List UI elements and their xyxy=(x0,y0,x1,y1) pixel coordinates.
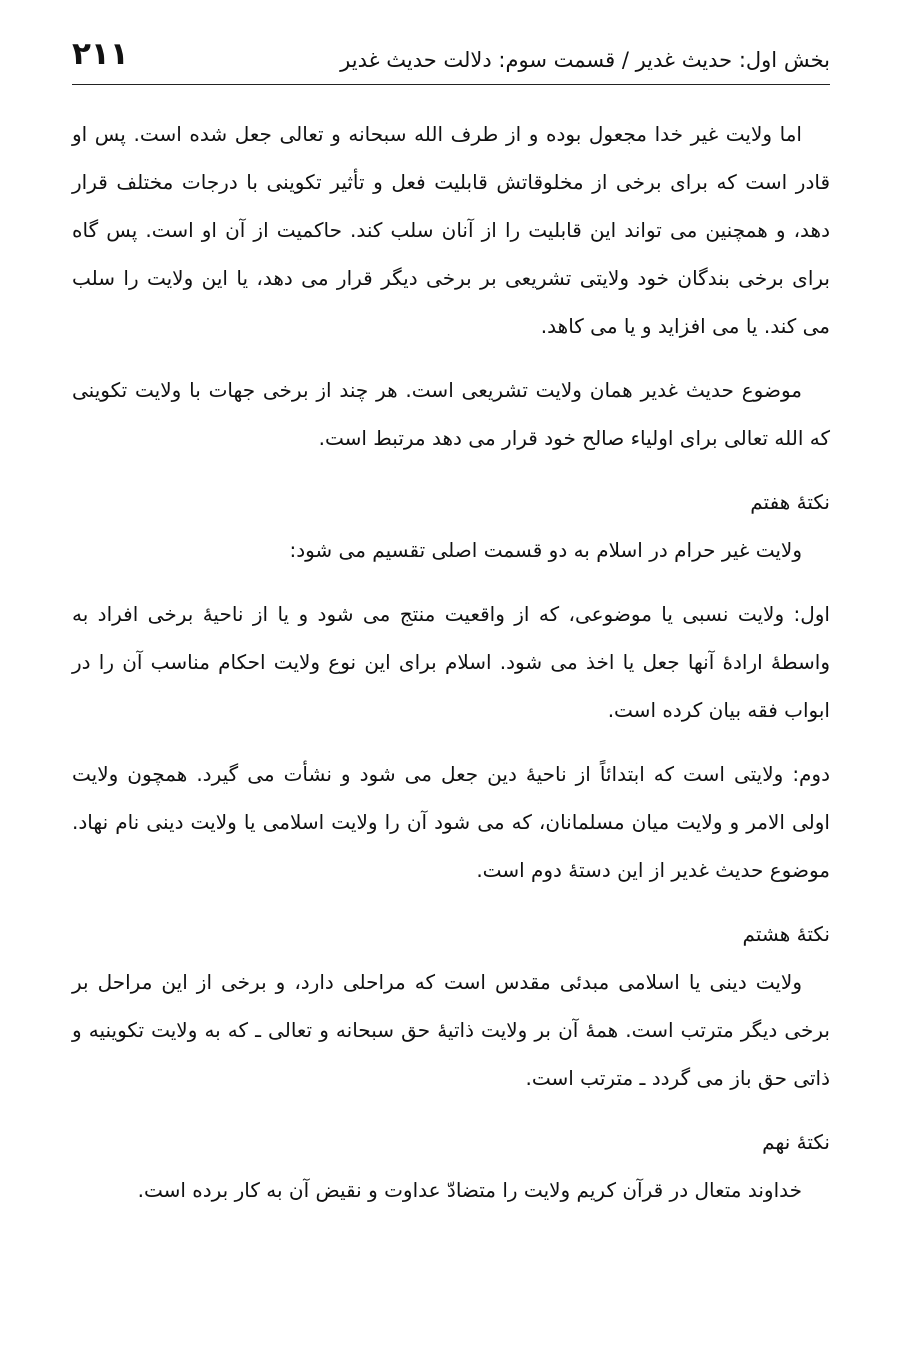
page-number: ۲۱۱ xyxy=(72,36,129,72)
paragraph-2: موضوع حدیث غدیر همان ولایت تشریعی است. هر چند از برخی جهات با ولایت تکوینی که الله تعالی برای اولیاء صالح خود قرار می دهد مرتبط است. xyxy=(72,378,830,450)
page-content xyxy=(72,110,830,1214)
heading-nokte-7: نکتهٔ هفتم xyxy=(750,490,830,514)
paragraph-6: ولایت دینی یا اسلامی مبدئی مقدس است که مراحلی دارد، و برخی از این مراحل بر برخی دیگر مترتب است. همهٔ آن بر ولایت ذاتیهٔ حق سبحانه و تعالی ـ که به ولایت تکوینیه و ذاتی حق باز می گردد ـ مترتب است. xyxy=(72,970,830,1090)
paragraph-3: ولایت غیر حرام در اسلام به دو قسمت اصلی تقسیم می شود: xyxy=(289,538,802,562)
page-header xyxy=(72,32,830,85)
running-title: بخش اول: حدیث غدیر / قسمت سوم: دلالت حدیث غدیر xyxy=(340,48,830,72)
paragraph-5: دوم: ولایتی است که ابتدائاً از ناحیهٔ دین جعل می شود و نشأت می گیرد. همچون ولایت اولی الامر و ولایت میان مسلمانان، که می شود آن را ولایت اسلامی یا ولایت دینی نام نهاد. موضوع حدیث غدیر از این دستهٔ دوم است. xyxy=(72,762,830,882)
paragraph-1: اما ولایت غیر خدا مجعول بوده و از طرف الله سبحانه و تعالی جعل شده است. پس او قادر است که برای برخی از مخلوقاتش قابلیت فعل و تأثیر تکوینی با درجات مختلف قرار دهد، و همچنین می تواند این قابلیت را از آنان سلب کند. حاکمیت از آن او است. پس گاه برای برخی بندگان خود ولایتی تشریعی بر برخی دیگر قرار می دهد، یا این ولایت را سلب می کند. یا می افزاید و یا می کاهد. xyxy=(72,122,830,338)
heading-nokte-9: نکتهٔ نهم xyxy=(762,1130,830,1154)
paragraph-7: خداوند متعال در قرآن کریم ولایت را متضادّ عداوت و نقیض آن به کار برده است. xyxy=(137,1178,802,1202)
paragraph-4: اول: ولایت نسبی یا موضوعی، که از واقعیت منتج می شود و یا از ناحیهٔ برخی افراد به واسطهٔ ارادهٔ آنها جعل یا اخذ می شود. اسلام برای این نوع ولایت احکام مناسب آن را در ابواب فقه بیان کرده است. xyxy=(72,602,830,722)
heading-nokte-8: نکتهٔ هشتم xyxy=(742,922,830,946)
